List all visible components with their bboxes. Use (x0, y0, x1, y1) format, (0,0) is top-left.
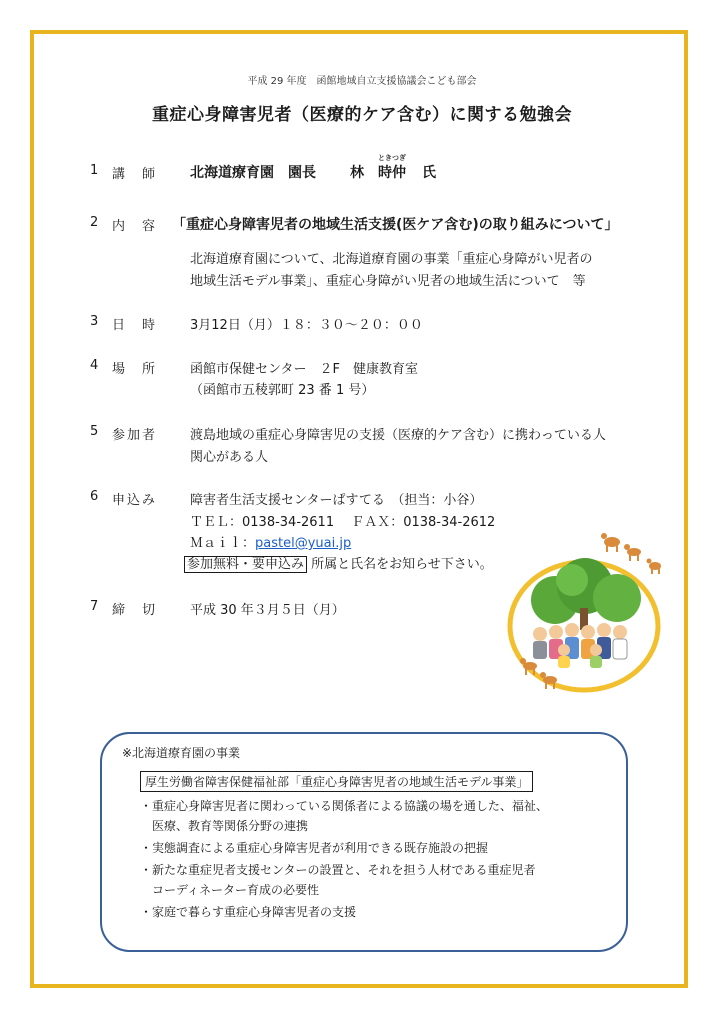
lecturer-name-given (378, 154, 406, 182)
apply-free-row (184, 553, 493, 572)
apply-tel-fax: ＴＥＬ：0138-34-2611 ＦＡＸ：0138-34-2612 (190, 515, 496, 530)
lecturer-org: 北海道療育園 園長 (190, 165, 316, 181)
notice-bullet: ・家庭で暮らす重症心身障害児者の支援 (140, 905, 357, 919)
place-line-2: （函館市五稜郭町 23 番 1 号） (190, 383, 375, 398)
notice-bullet: 医療、教育等関係分野の連携 (140, 819, 309, 833)
apply-mail-row (190, 532, 351, 551)
lecturer-name-family: 林 (350, 165, 364, 181)
community-people-deer-illustration (500, 528, 680, 700)
datetime-value: 3月12日（月）１８：３０～２０：００ (190, 318, 423, 333)
pretitle: 平成 29 年度 函館地域自立支援協議会こども部会 (247, 76, 477, 87)
item-number-deadline: 7 (90, 599, 99, 614)
content-line-2: 地域生活モデル事業」、重症心身障がい児者の地域生活について 等 (190, 274, 586, 289)
mail-label: Ｍａｉｌ： (190, 536, 256, 551)
mail-link[interactable]: pastel@yuai.jp (255, 536, 352, 551)
label-content: 内 容 (112, 219, 158, 234)
apply-org: 障害者生活支援センターぱすてる （担当：小谷） (190, 493, 483, 508)
label-datetime: 日 時 (112, 318, 158, 333)
notice-subtitle: 厚生労働省障害保健福祉部「重症心身障害児者の地域生活モデル事業」 (140, 771, 533, 792)
item-number-apply: 6 (90, 489, 99, 504)
label-apply: 申込み (112, 493, 158, 508)
label-deadline: 締 切 (112, 603, 158, 618)
item-number-lecturer: 1 (90, 163, 99, 178)
notice-bullet: ・実態調査による重症心身障害児者が利用できる既存施設の把握 (140, 841, 489, 855)
notice-bullet: ・重症心身障害児者に関わっている関係者による協議の場を通した、福祉、 (140, 799, 548, 813)
page-title: 重症心身障害児者（医療的ケア含む）に関する勉強会 (152, 105, 572, 125)
notice-box (100, 732, 628, 952)
lecturer-honorific: 氏 (422, 165, 436, 181)
content-line-1: 北海道療育園について、北海道療育園の事業「重症心身障がい児者の (190, 252, 593, 267)
lecturer-given-text: 時仲 (378, 165, 406, 181)
label-place: 場 所 (112, 362, 158, 377)
apply-note: 所属と氏名をお知らせ下さい。 (311, 557, 493, 572)
content-headline: 「重症心身障害児者の地域生活支援(医ケア含む)の取り組みについて」 (172, 217, 619, 233)
participants-line-2: 関心がある人 (190, 450, 269, 465)
notice-heading: ※北海道療育園の事業 (122, 746, 241, 760)
item-number-datetime: 3 (90, 314, 99, 329)
item-number-content: 2 (90, 215, 99, 230)
deadline-value: 平成 30 年３月５日（月） (190, 603, 345, 618)
lecturer-name-ruby: ときつぎ (378, 154, 406, 162)
notice-bullet: コーディネーター育成の必要性 (140, 883, 320, 897)
notice-bullet: ・新たな重症児者支援センターの設置と、それを担う人材である重症児者 (140, 863, 536, 877)
label-participants: 参加者 (112, 428, 158, 443)
participants-line-1: 渡島地域の重症心身障害児の支援（医療的ケア含む）に携わっている人 (190, 428, 606, 443)
free-badge: 参加無料・要申込み (184, 556, 307, 573)
label-lecturer: 講 師 (112, 167, 158, 182)
place-line-1: 函館市保健センター ２F 健康教育室 (190, 362, 418, 377)
item-number-participants: 5 (90, 424, 99, 439)
item-number-place: 4 (90, 358, 99, 373)
